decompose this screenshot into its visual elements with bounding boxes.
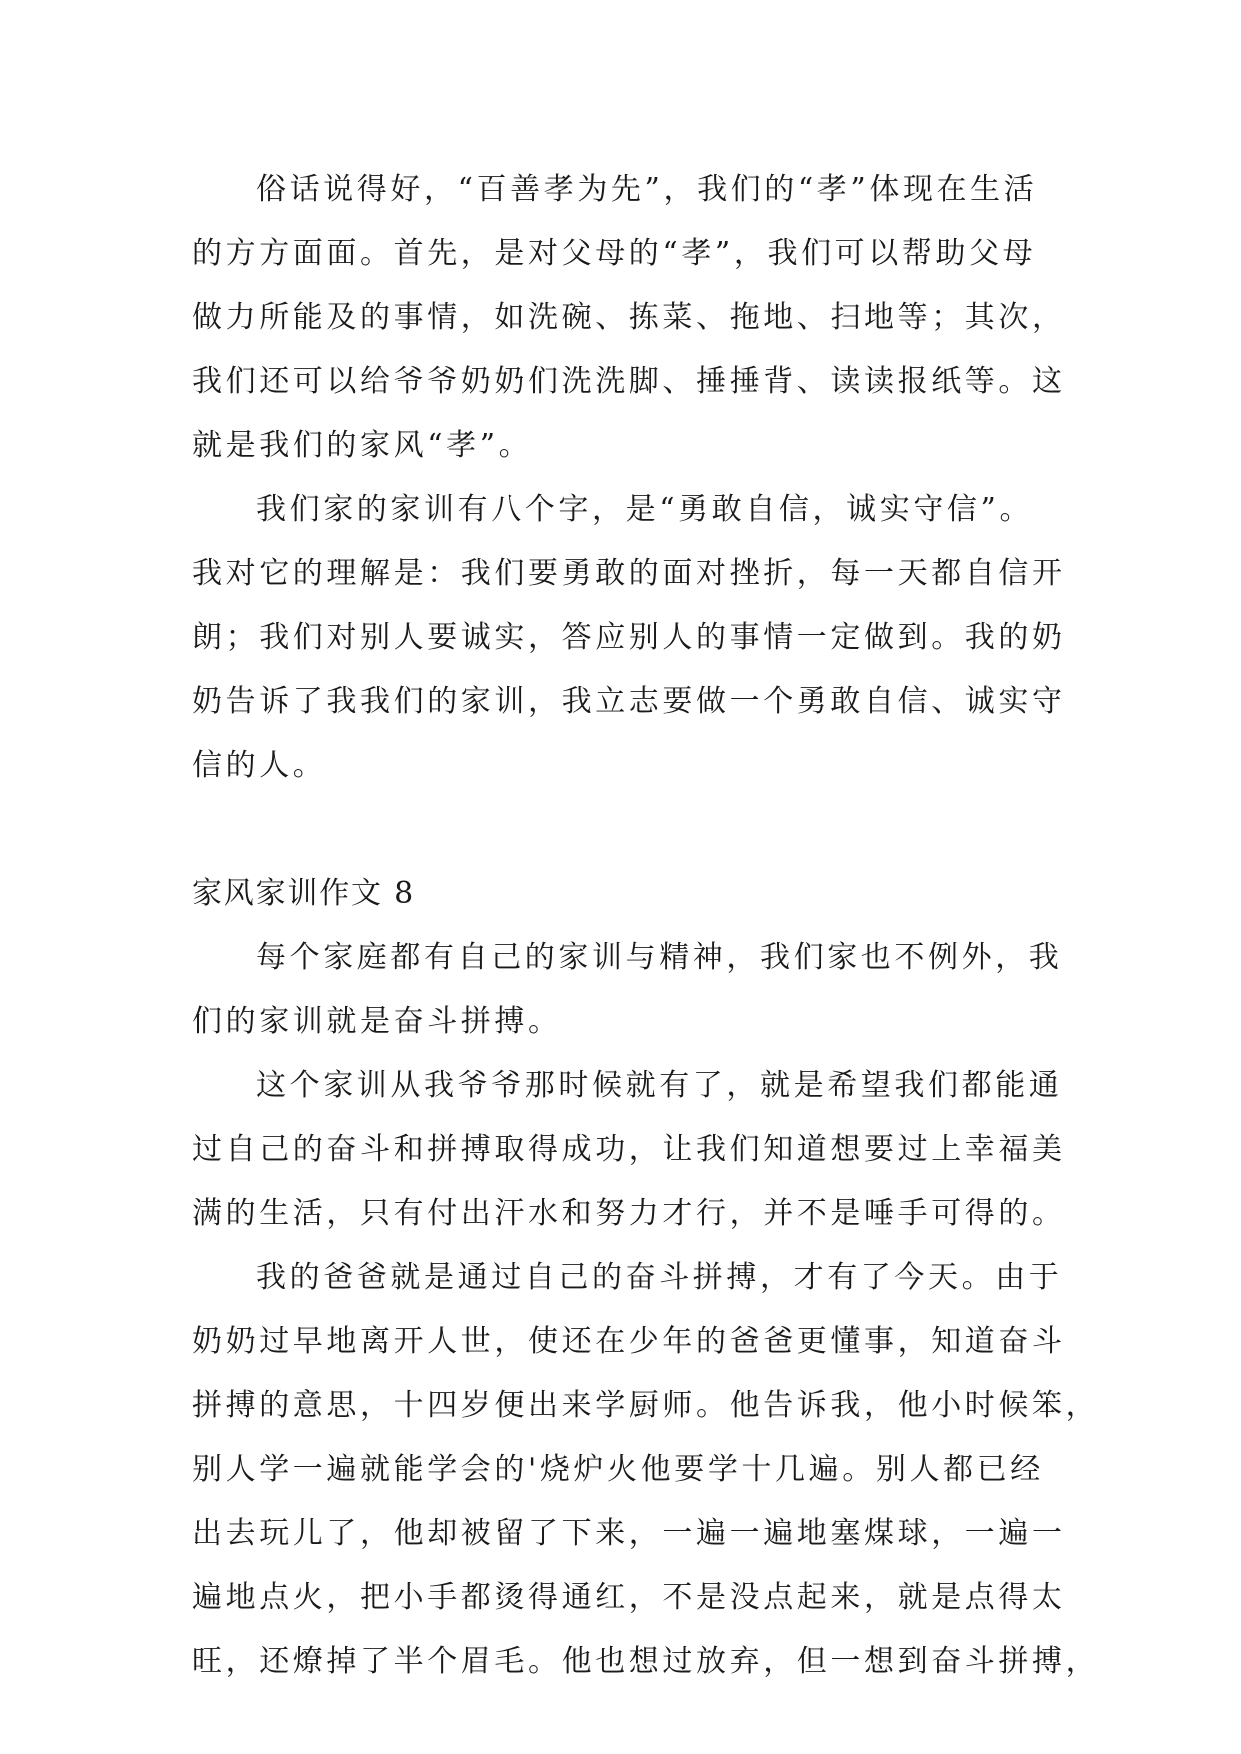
- paragraph-line: 别人学一遍就能学会的'烧炉火他要学十几遍。别人都已经: [192, 1452, 1044, 1487]
- paragraph-line: 出去玩儿了，他却被留了下来，一遍一遍地塞煤球，一遍一: [192, 1516, 1066, 1551]
- paragraph-line: 拼搏的意思，十四岁便出来学厨师。他告诉我，他小时候笨，: [192, 1388, 1100, 1423]
- paragraph-line: 我对它的理解是：我们要勇敢的面对挫折，每一天都自信开: [192, 556, 1066, 591]
- blank-line: [192, 798, 1072, 862]
- paragraph-line: 这个家训从我爷爷那时候就有了，就是希望我们都能通: [256, 1068, 1063, 1103]
- paragraph-line: 我们还可以给爷爷奶奶们洗洗脚、捶捶背、读读报纸等。这: [192, 364, 1066, 399]
- paragraph-line: 就是我们的家风“孝”。: [192, 428, 533, 463]
- paragraph-line: 我们家的家训有八个字，是“勇敢自信，诚实守信”。: [256, 492, 1034, 527]
- document-body: [192, 158, 1100, 1694]
- paragraph-line: 过自己的奋斗和拼搏取得成功，让我们知道想要过上幸福美: [192, 1132, 1066, 1167]
- paragraph-line: 朗；我们对别人要诚实，答应别人的事情一定做到。我的奶: [192, 620, 1066, 655]
- paragraph-line: 奶奶过早地离开人世，使还在少年的爸爸更懂事，知道奋斗: [192, 1324, 1066, 1359]
- paragraph-line: 我的爸爸就是通过自己的奋斗拼搏，才有了今天。由于: [256, 1260, 1063, 1295]
- paragraph-line: 满的生活，只有付出汗水和努力才行，并不是唾手可得的。: [192, 1196, 1066, 1231]
- paragraph-line: 奶告诉了我我们的家训，我立志要做一个勇敢自信、诚实守: [192, 684, 1066, 719]
- paragraph-line: 的方方面面。首先，是对父母的“孝”，我们可以帮助父母: [192, 236, 1037, 271]
- paragraph-line: 每个家庭都有自己的家训与精神，我们家也不例外，我: [256, 940, 1063, 975]
- paragraph-line: 遍地点火，把小手都烫得通红，不是没点起来，就是点得太: [192, 1580, 1066, 1615]
- paragraph-line: 信的人。: [192, 748, 327, 783]
- paragraph-line: 们的家训就是奋斗拼搏。: [192, 1004, 562, 1039]
- section-heading: 家风家训作文 8: [192, 876, 416, 911]
- paragraph-line: 旺，还燎掉了半个眉毛。他也想过放弃，但一想到奋斗拼搏，: [192, 1644, 1100, 1679]
- paragraph-line: 俗话说得好，“百善孝为先”，我们的“孝”体现在生活: [256, 172, 1038, 207]
- paragraph-line: 做力所能及的事情，如洗碗、拣菜、拖地、扫地等；其次，: [192, 300, 1066, 335]
